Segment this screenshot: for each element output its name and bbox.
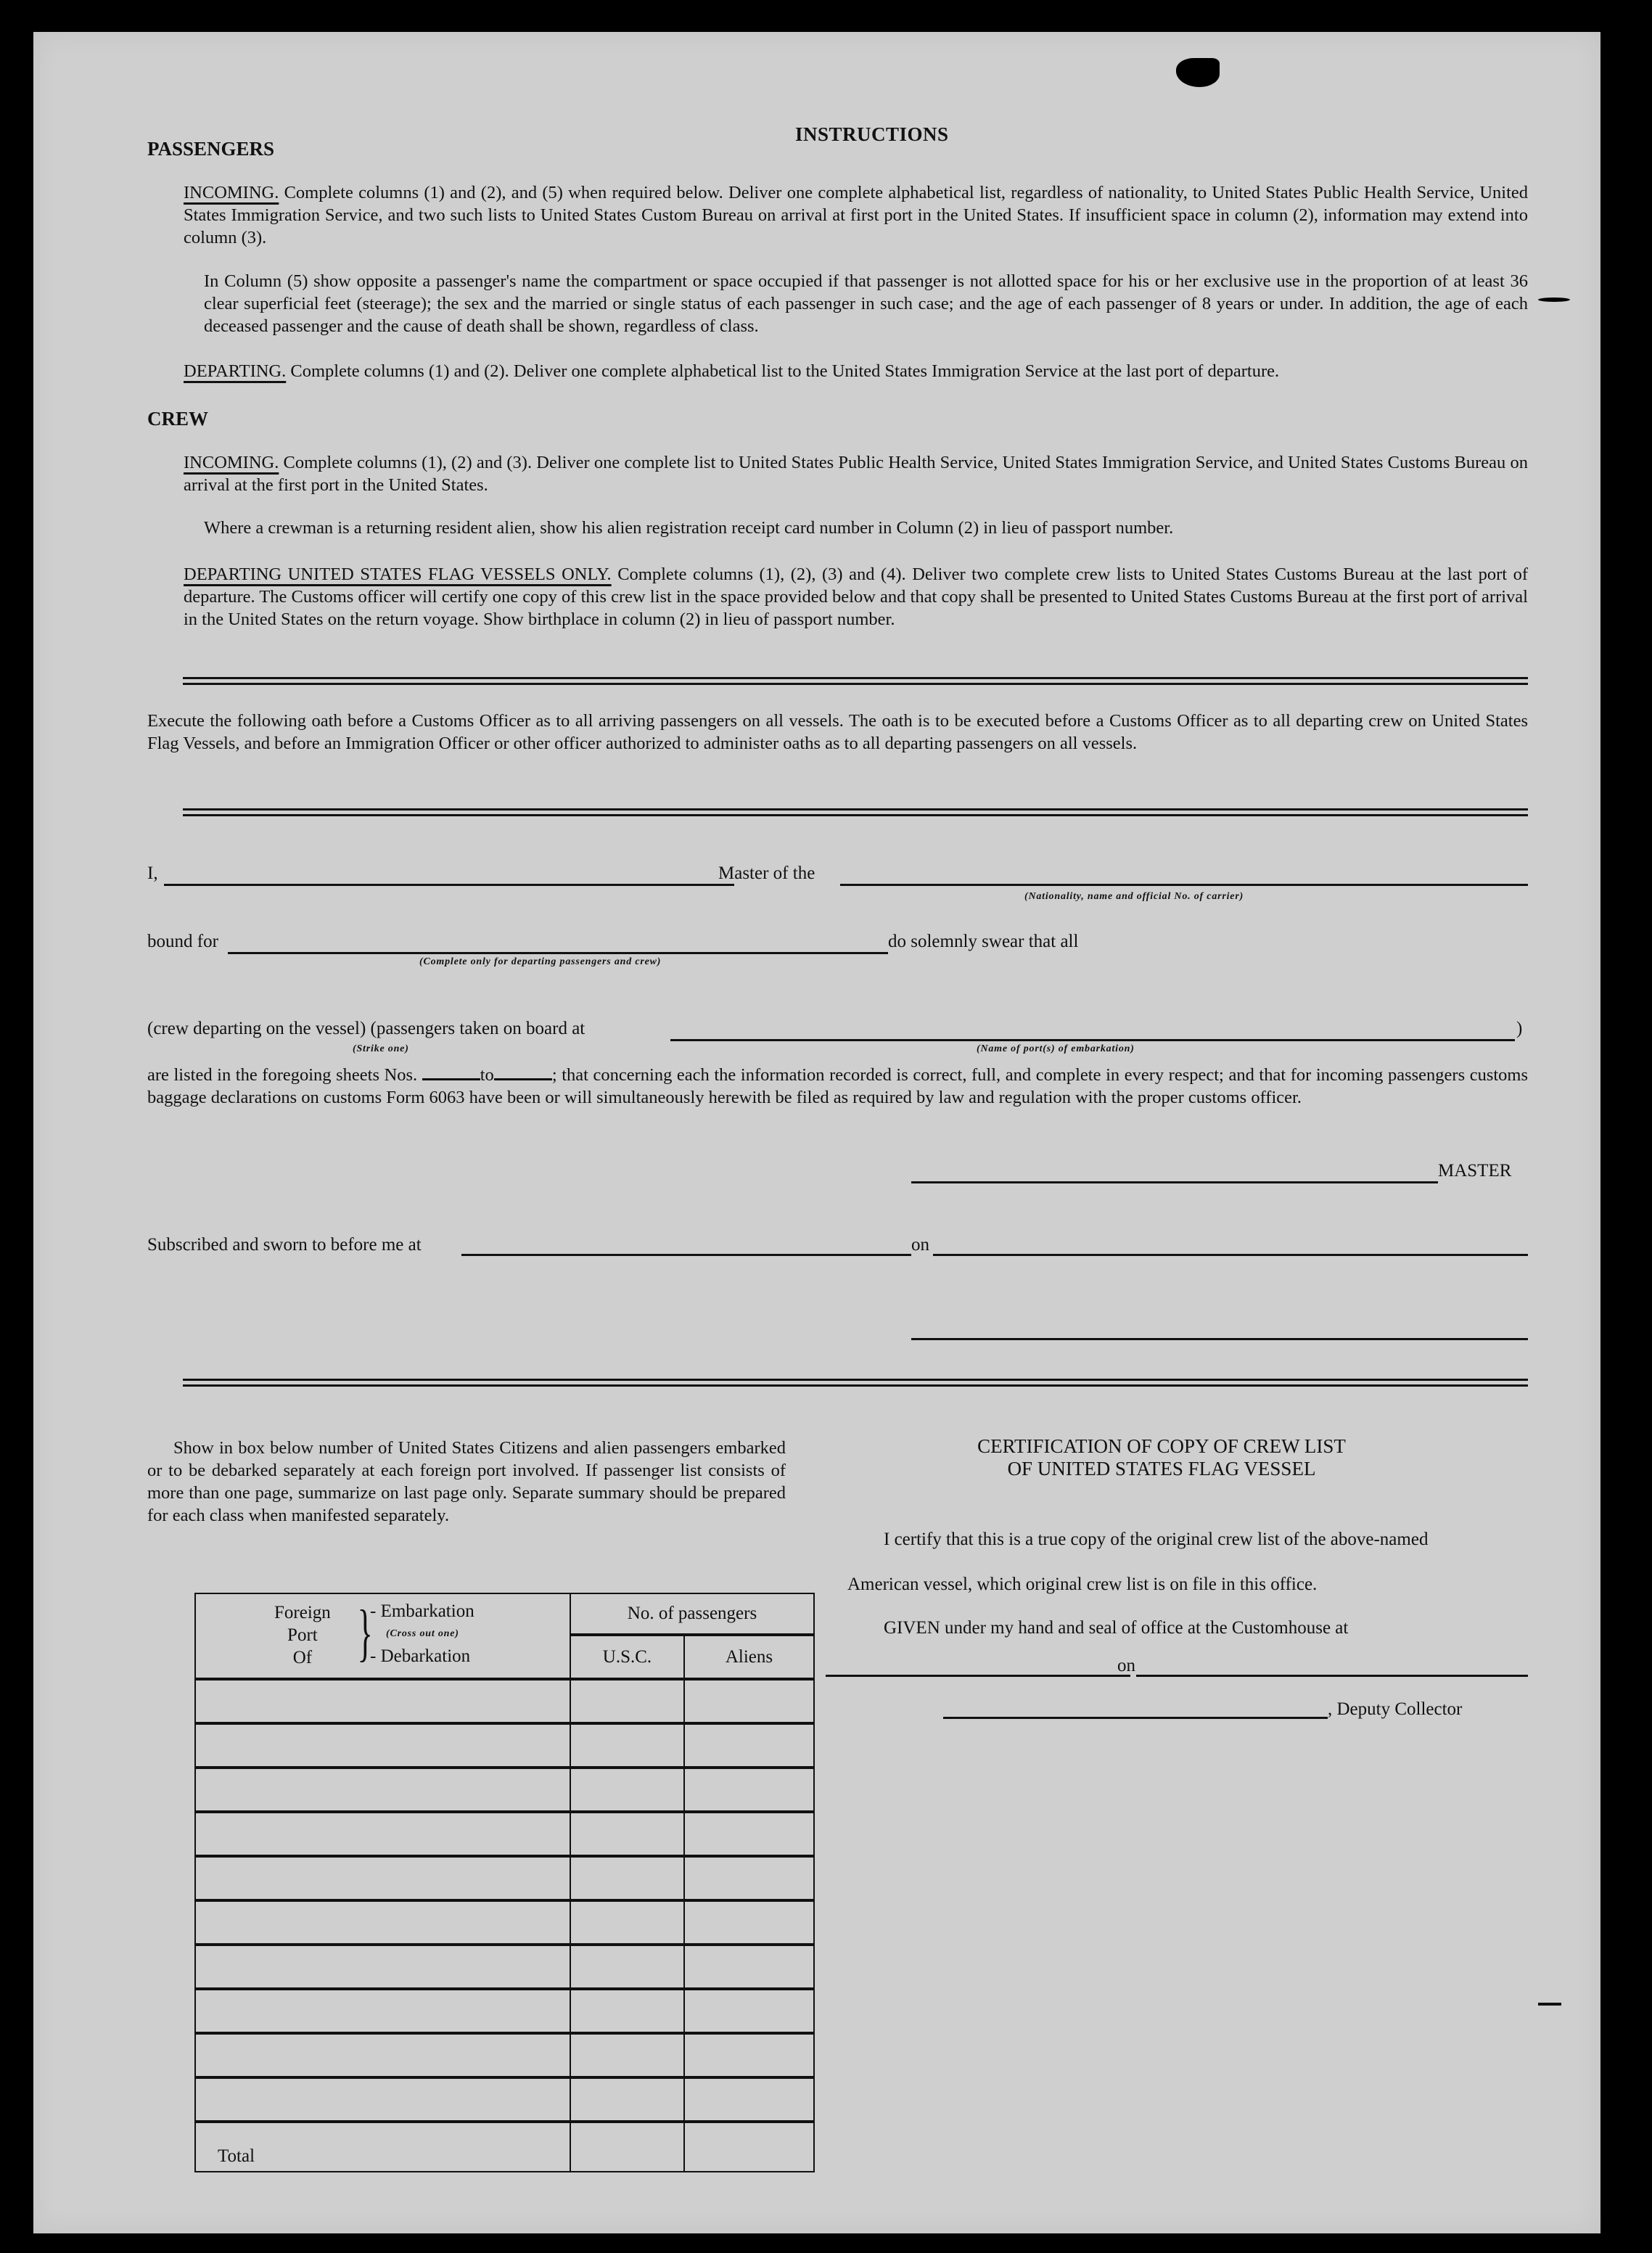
port-cell[interactable] xyxy=(195,2033,570,2077)
passengers-header: No. of passengers xyxy=(570,1593,814,1635)
scan-mark xyxy=(1538,297,1570,302)
aliens-cell[interactable] xyxy=(684,1723,814,1768)
crew-heading: CREW xyxy=(147,408,209,430)
subscribed-label: Subscribed and sworn to before me at xyxy=(147,1235,422,1255)
port-header-foreign: Foreign xyxy=(274,1603,331,1622)
bound-for-field[interactable] xyxy=(228,952,888,954)
customhouse-field[interactable] xyxy=(826,1675,1130,1677)
punch-hole-mark xyxy=(1176,58,1220,87)
sworn-place-field[interactable] xyxy=(461,1254,911,1256)
certify-line1: I certify that this is a true copy of the original crew list of the above-named xyxy=(884,1530,1429,1549)
aliens-cell[interactable] xyxy=(684,2077,814,2122)
certification-date-field[interactable] xyxy=(1136,1675,1528,1677)
port-header-port: Port xyxy=(287,1625,318,1645)
brace-icon: } xyxy=(357,1598,373,1668)
usc-cell[interactable] xyxy=(570,1900,684,1945)
bound-caption: (Complete only for departing passengers and crew) xyxy=(419,956,662,967)
aliens-cell[interactable] xyxy=(684,1945,814,1989)
port-cell[interactable] xyxy=(195,1900,570,1945)
passengers-departing-paragraph xyxy=(184,360,1528,382)
bound-for-label: bound for xyxy=(147,932,218,951)
embarkation-port-field[interactable] xyxy=(670,1039,1515,1041)
sworn-on-label: on xyxy=(911,1235,929,1255)
master-name-field[interactable] xyxy=(164,884,734,886)
passengers-incoming-text: Complete columns (1) and (2), and (5) when required below. Deliver one complete alphabetical list, regardless of nationality, to United States Public Health Service, United States Immigration Service, and two such lists to United States Custom Bureau on arrival at first port in the United States. If insufficient space in column (2), information may extend into column (3). xyxy=(184,183,1528,247)
passengers-incoming-paragraph xyxy=(184,181,1528,249)
passengers-departing-label: DEPARTING. xyxy=(184,361,287,381)
foregoing-sheets-paragraph xyxy=(147,1064,1528,1109)
document-page xyxy=(33,32,1600,2233)
total-usc-cell[interactable] xyxy=(570,2122,684,2172)
embarkation-label: - Embarkation xyxy=(370,1601,474,1621)
total-aliens-cell[interactable] xyxy=(684,2122,814,2172)
crew-incoming-text: Complete columns (1), (2) and (3). Deliver one complete list to United States Public Health Service, United States Immigration Service, and United States Customs Bureau on arrival at the first port in the United States. xyxy=(184,453,1528,495)
page-title: INSTRUCTIONS xyxy=(795,123,949,145)
table-row xyxy=(195,2033,814,2077)
usc-cell[interactable] xyxy=(570,1856,684,1900)
aliens-cell[interactable] xyxy=(684,1900,814,1945)
table-row xyxy=(195,1945,814,1989)
port-cell[interactable] xyxy=(195,1856,570,1900)
crew-departing-text: Complete columns (1), (2), (3) and (4). Deliver two complete crew lists to United States Customs Bureau at the last port of departure. The Customs officer will certify one copy of this crew list in the space provided below and that copy shall be presented to United States Customs Bureau at the first port of arrival in the United States on the return voyage. Show birthplace in column (2) in lieu of passport number. xyxy=(184,565,1528,629)
usc-cell[interactable] xyxy=(570,1945,684,1989)
close-paren: ) xyxy=(1516,1019,1523,1038)
port-cell[interactable] xyxy=(195,1989,570,2033)
double-rule-divider xyxy=(183,1379,1528,1387)
port-header-of: Of xyxy=(292,1648,313,1667)
table-row xyxy=(195,1856,814,1900)
total-label: Total xyxy=(195,2122,570,2172)
swear-label: do solemnly swear that all xyxy=(888,932,1079,951)
aliens-cell[interactable] xyxy=(684,1989,814,2033)
sheets-label: are listed in the foregoing sheets Nos. xyxy=(147,1065,418,1085)
certify-line2: American vessel, which original crew list is on file in this office. xyxy=(847,1575,1318,1594)
strike-one-caption: (Strike one) xyxy=(353,1043,409,1054)
aliens-cell[interactable] xyxy=(684,1856,814,1900)
carrier-field[interactable] xyxy=(840,884,1528,886)
port-cell[interactable] xyxy=(195,2077,570,2122)
aliens-cell[interactable] xyxy=(684,1679,814,1723)
debarkation-label: - Debarkation xyxy=(370,1646,471,1666)
certification-on-label: on xyxy=(1117,1656,1135,1675)
port-cell[interactable] xyxy=(195,1768,570,1812)
table-row xyxy=(195,1812,814,1856)
aliens-cell[interactable] xyxy=(684,1812,814,1856)
double-rule-divider xyxy=(183,677,1528,685)
crew-departing-paragraph xyxy=(184,563,1528,631)
crew-incoming-paragraph xyxy=(184,451,1528,496)
crew-passengers-label: (crew departing on the vessel) (passengers taken on board at xyxy=(147,1019,585,1038)
port-header-cell xyxy=(195,1593,570,1679)
master-signature-field[interactable] xyxy=(911,1181,1438,1183)
certification-title-line2: OF UNITED STATES FLAG VESSEL xyxy=(1007,1458,1316,1480)
certification-title-line1: CERTIFICATION OF COPY OF CREW LIST xyxy=(977,1435,1346,1457)
table-row xyxy=(195,1723,814,1768)
table-row xyxy=(195,1679,814,1723)
officer-signature-field[interactable] xyxy=(911,1338,1528,1340)
usc-cell[interactable] xyxy=(570,1679,684,1723)
master-label: MASTER xyxy=(1438,1161,1512,1181)
passenger-summary-table xyxy=(194,1593,815,2172)
aliens-header: Aliens xyxy=(684,1635,814,1679)
deputy-collector-label: , Deputy Collector xyxy=(1328,1699,1463,1719)
usc-cell[interactable] xyxy=(570,1989,684,2033)
double-rule-divider xyxy=(183,808,1528,816)
oath-instructions: Execute the following oath before a Customs Officer as to all arriving passengers on all vessels. The oath is to be executed before a Customs Officer as to all departing crew on United States Flag Vessels, and before an Immigration Officer or other officer authorized to administer oaths as to all departing passengers on all vessels. xyxy=(147,711,1528,753)
crew-incoming-label: INCOMING. xyxy=(184,453,279,472)
port-cell[interactable] xyxy=(195,1945,570,1989)
usc-cell[interactable] xyxy=(570,1723,684,1768)
column5-paragraph: In Column (5) show opposite a passenger's name the compartment or space occupied if that passenger is not allotted space for his or her exclusive use in the proportion of at least 36 clear superficial feet (steerage); the sex and the married or single status of each passenger in such case; and the age of each passenger of 8 years or under. In addition, the age of each deceased passenger and the cause of death shall be shown, regardless of class. xyxy=(204,271,1528,336)
port-cell[interactable] xyxy=(195,1723,570,1768)
aliens-cell[interactable] xyxy=(684,2033,814,2077)
table-row xyxy=(195,1768,814,1812)
usc-cell[interactable] xyxy=(570,1812,684,1856)
usc-cell[interactable] xyxy=(570,2077,684,2122)
deputy-collector-signature-field[interactable] xyxy=(943,1717,1328,1719)
usc-cell[interactable] xyxy=(570,1768,684,1812)
port-cell[interactable] xyxy=(195,1679,570,1723)
to-label: to xyxy=(480,1065,494,1085)
table-row xyxy=(195,2077,814,2122)
sheet-from-field[interactable] xyxy=(422,1078,480,1080)
resident-alien-paragraph: Where a crewman is a returning resident alien, show his alien registration receipt card number in Column (2) in lieu of passport number. xyxy=(204,518,1174,538)
carrier-caption: (Nationality, name and official No. of carrier) xyxy=(1024,891,1244,902)
summary-instructions: Show in box below number of United States Citizens and alien passengers embarked or to be debarked separately at each foreign port involved. If passenger list consists of more than one page, summarize on last page only. Separate summary should be prepared for each class when manifested separately. xyxy=(147,1438,786,1525)
usc-cell[interactable] xyxy=(570,2033,684,2077)
table-row xyxy=(195,1900,814,1945)
sworn-date-field[interactable] xyxy=(933,1254,1528,1256)
usc-header: U.S.C. xyxy=(570,1635,684,1679)
oath-i-label: I, xyxy=(147,863,158,883)
passengers-incoming-label: INCOMING. xyxy=(184,183,279,202)
crew-departing-label: DEPARTING UNITED STATES FLAG VESSELS ONLY. xyxy=(184,565,612,584)
given-line: GIVEN under my hand and seal of office at the Customhouse at xyxy=(884,1618,1349,1638)
declaration-text: ; that concerning each the information recorded is correct, full, and complete in every respect; and that for incoming passengers customs baggage declarations on customs Form 6063 have been or will simultaneously herewith be filed as required by law and regulation with the proper customs officer. xyxy=(147,1065,1528,1107)
sheet-to-field[interactable] xyxy=(494,1078,552,1080)
port-caption: (Name of port(s) of embarkation) xyxy=(977,1043,1135,1054)
port-cell[interactable] xyxy=(195,1812,570,1856)
cross-out-caption: (Cross out one) xyxy=(386,1628,459,1639)
passengers-heading: PASSENGERS xyxy=(147,138,275,160)
passengers-departing-text: Complete columns (1) and (2). Deliver one complete alphabetical list to the United States Immigration Service at the last port of departure. xyxy=(290,361,1280,381)
aliens-cell[interactable] xyxy=(684,1768,814,1812)
master-of-the-label: Master of the xyxy=(718,863,815,883)
table-row xyxy=(195,1989,814,2033)
certification-title xyxy=(831,1435,1492,1480)
scan-mark xyxy=(1538,2003,1561,2006)
